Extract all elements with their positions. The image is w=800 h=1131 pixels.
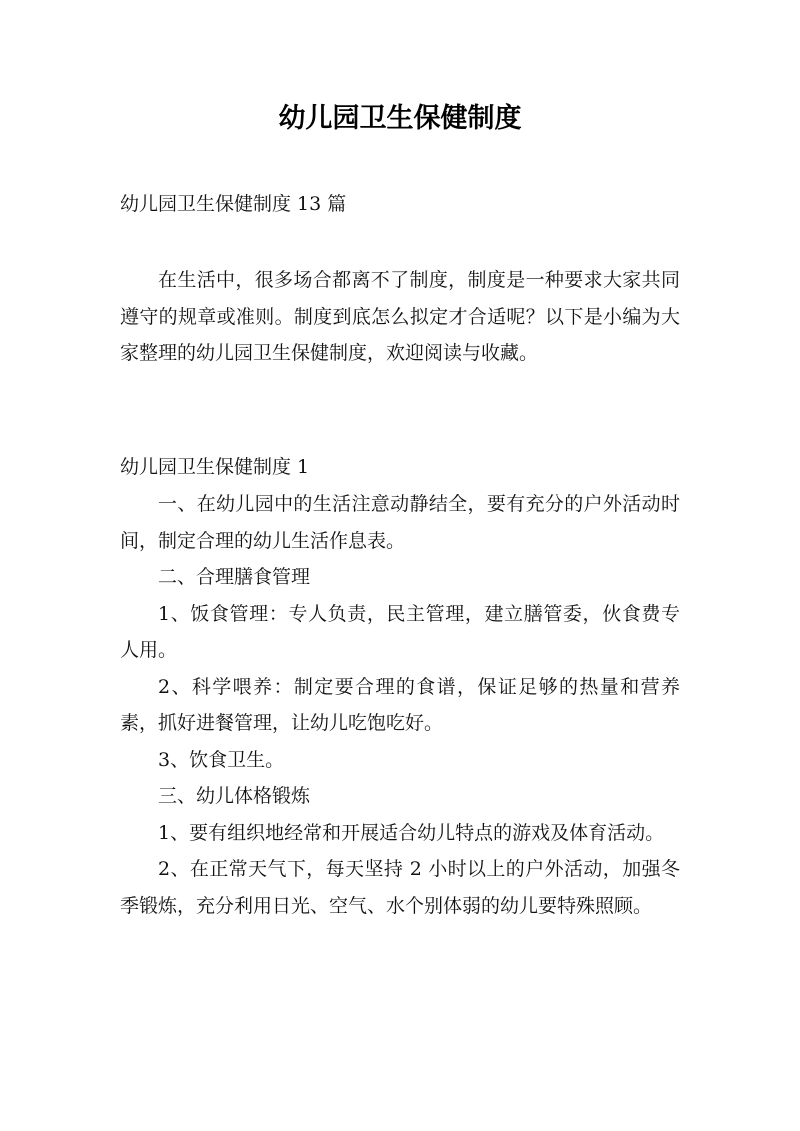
document-title: 幼儿园卫生保健制度 xyxy=(278,103,522,134)
body-paragraph: 一、在幼儿园中的生活注意动静结全，要有充分的户外活动时间，制定合理的幼儿生活作息表。 xyxy=(120,493,680,552)
intro-paragraph: 在生活中，很多场合都离不了制度，制度是一种要求大家共同遵守的规章或准则。制度到底怎么拟定才合适呢？以下是小编为大家整理的幼儿园卫生保健制度，欢迎阅读与收藏。 xyxy=(120,269,680,364)
body-paragraph: 2、在正常天气下，每天坚持 2 小时以上的户外活动，加强冬季锻炼，充分利用日光、空气、水个别体弱的幼儿要特殊照顾。 xyxy=(120,858,680,917)
section-body xyxy=(120,486,680,924)
body-paragraph: 1、要有组织地经常和开展适合幼儿特点的游戏及体育活动。 xyxy=(158,821,665,844)
body-paragraph: 2、科学喂养：制定要合理的食谱，保证足够的热量和营养素，抓好进餐管理，让幼儿吃饱吃好。 xyxy=(120,675,680,734)
section-heading: 幼儿园卫生保健制度 1 xyxy=(120,456,310,478)
body-paragraph: 三、幼儿体格锻炼 xyxy=(158,785,311,807)
body-paragraph: 3、饮食卫生。 xyxy=(158,748,285,771)
document-subtitle: 幼儿园卫生保健制度 13 篇 xyxy=(120,193,347,215)
body-paragraph: 二、合理膳食管理 xyxy=(158,566,311,588)
body-paragraph: 1、饭食管理：专人负责，民主管理，建立膳管委，伙食费专人用。 xyxy=(120,602,680,661)
